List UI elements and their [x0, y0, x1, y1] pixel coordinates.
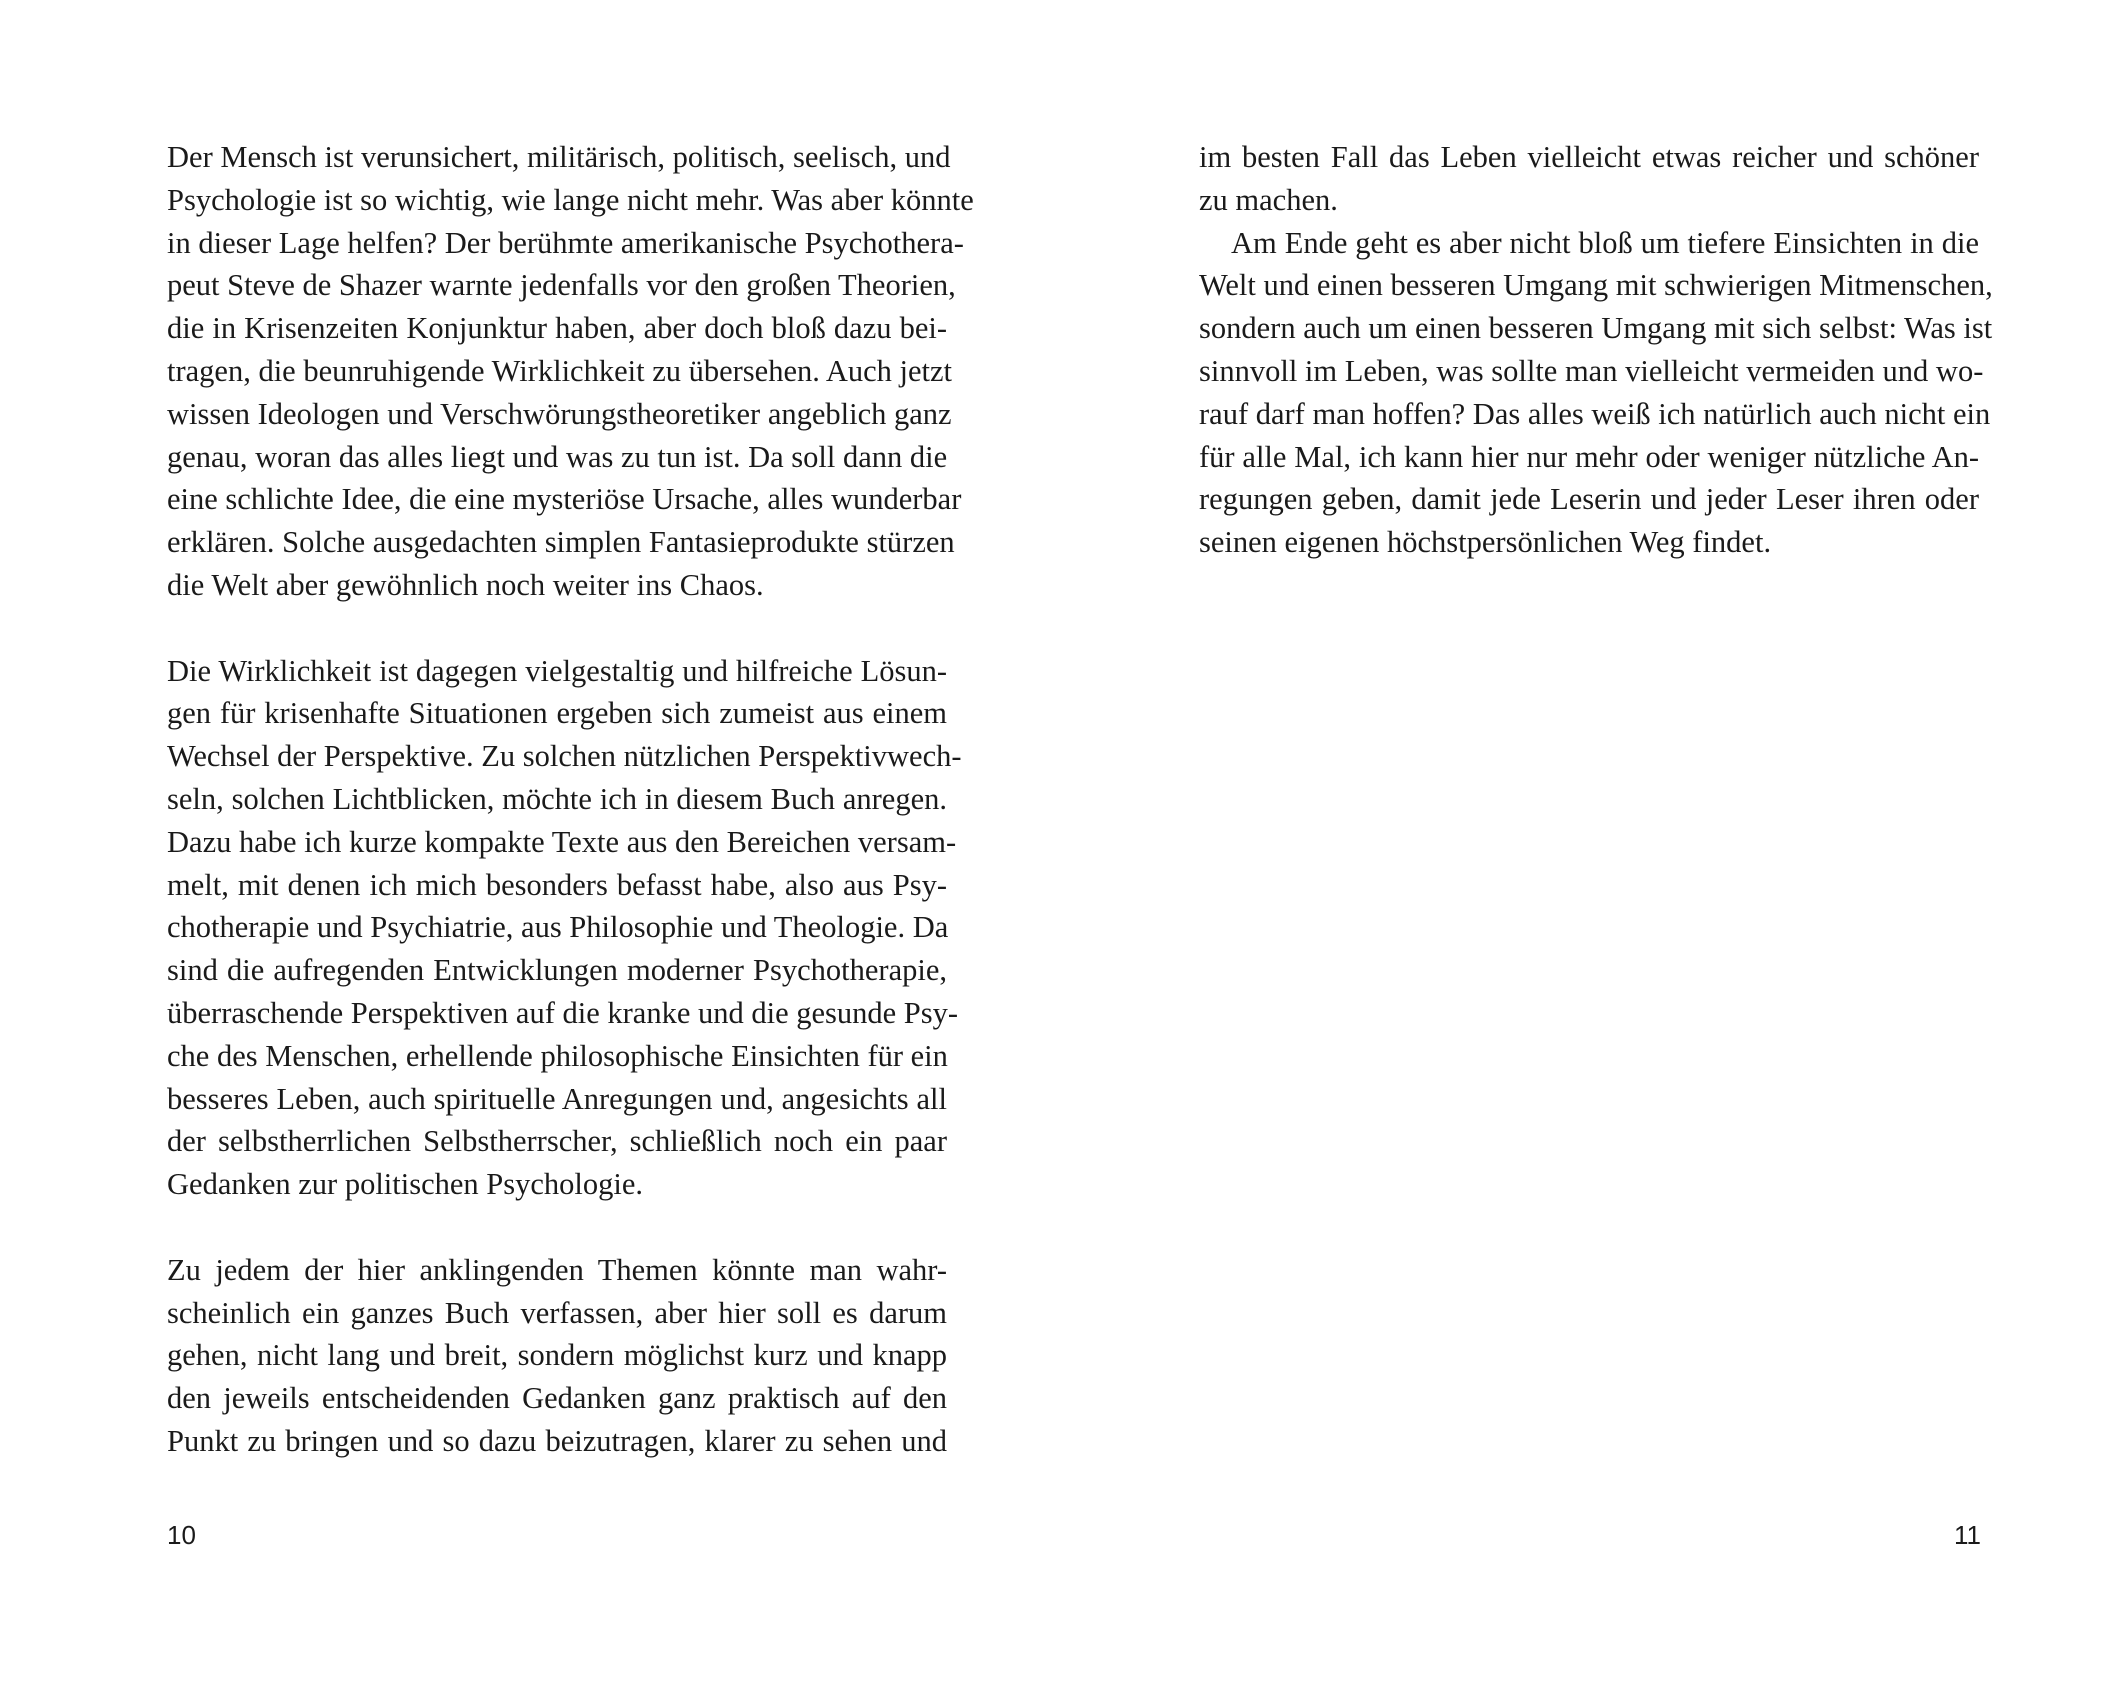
text-line: peut Steve de Shazer warnte jedenfalls vor den großen Theorien, [167, 268, 956, 303]
text-line: scheinlich ein ganzes Buch verfassen, aber hier soll es darum [167, 1295, 947, 1330]
text-line: in dieser Lage helfen? Der berühmte amerikanische Psychothera- [167, 225, 964, 260]
text-line: gehen, nicht lang und breit, sondern möglichst kurz und knapp [167, 1338, 947, 1373]
text-line: rauf darf man hoffen? Das alles weiß ich natürlich auch nicht ein [1199, 396, 1991, 431]
text-line: che des Menschen, erhellende philosophische Einsichten für ein [167, 1038, 948, 1073]
text-line: genau, woran das alles liegt und was zu tun ist. Da soll dann die [167, 439, 948, 474]
text-line: wissen Ideologen und Verschwörungstheoretiker angeblich ganz [167, 396, 952, 431]
text-line: Psychologie ist so wichtig, wie lange nicht mehr. Was aber könnte [167, 182, 974, 217]
text-line: melt, mit denen ich mich besonders befasst habe, also aus Psy- [167, 867, 947, 902]
text-line: sind die aufregenden Entwicklungen moderner Psychotherapie, [167, 953, 947, 988]
text-line: für alle Mal, ich kann hier nur mehr oder weniger nützliche An- [1199, 439, 1979, 474]
text-line: chotherapie und Psychiatrie, aus Philosophie und Theologie. Da [167, 910, 949, 945]
text-line: zu machen. [1199, 182, 1338, 217]
page-number: 10 [167, 1520, 196, 1550]
text-line: Die Wirklichkeit ist dagegen vielgestaltig und hilfreiche Lösun- [167, 653, 947, 688]
text-line: seinen eigenen höchstpersönlichen Weg findet. [1199, 525, 1772, 560]
left-page-body [167, 136, 974, 1463]
text-line: eine schlichte Idee, die eine mysteriöse Ursache, alles wunderbar [167, 482, 962, 517]
right-page-body [1199, 136, 1993, 564]
text-line: die Welt aber gewöhnlich noch weiter ins Chaos. [167, 567, 764, 602]
text-line: regungen geben, damit jede Leserin und jeder Leser ihren oder [1199, 482, 1979, 517]
text-line: Zu jedem der hier anklingenden Themen könnte man wahr- [167, 1252, 947, 1287]
text-line: seln, solchen Lichtblicken, möchte ich in diesem Buch anregen. [167, 781, 947, 816]
text-line: Gedanken zur politischen Psychologie. [167, 1167, 644, 1202]
text-line: Der Mensch ist verunsichert, militärisch, politisch, seelisch, und [167, 140, 951, 174]
text-line: Am Ende geht es aber nicht bloß um tiefere Einsichten in die [1231, 225, 1979, 260]
text-line: Dazu habe ich kurze kompakte Texte aus den Bereichen versam- [167, 824, 957, 859]
text-line: besseres Leben, auch spirituelle Anregungen und, angesichts all [167, 1081, 947, 1116]
paragraph-spacer [167, 1206, 947, 1249]
text-line: gen für krisenhafte Situationen ergeben sich zumeist aus einem [167, 696, 947, 731]
text-line: Welt und einen besseren Umgang mit schwierigen Mitmenschen, [1199, 268, 1993, 303]
page-number: 11 [1954, 1520, 1981, 1550]
text-line: der selbstherrlichen Selbstherrscher, schließlich noch ein paar [167, 1124, 947, 1159]
text-line: Wechsel der Perspektive. Zu solchen nützlichen Perspektivwech- [167, 739, 962, 774]
right-page [1063, 0, 2126, 1693]
paragraph-spacer [167, 607, 947, 650]
text-line: erklären. Solche ausgedachten simplen Fantasieprodukte stürzen [167, 525, 955, 560]
text-line: sondern auch um einen besseren Umgang mit sich selbst: Was ist [1199, 311, 1993, 346]
text-line: überraschende Perspektiven auf die kranke und die gesunde Psy- [167, 995, 959, 1030]
text-line: im besten Fall das Leben vielleicht etwas reicher und schöner [1199, 140, 1979, 174]
text-line: den jeweils entscheidenden Gedanken ganz praktisch auf den [167, 1381, 947, 1416]
text-line: die in Krisenzeiten Konjunktur haben, aber doch bloß dazu bei- [167, 311, 947, 346]
text-line: Punkt zu bringen und so dazu beizutragen, klarer zu sehen und [167, 1423, 947, 1458]
text-line: tragen, die beunruhigende Wirklichkeit zu übersehen. Auch jetzt [167, 353, 953, 388]
text-line: sinnvoll im Leben, was sollte man vielleicht vermeiden und wo- [1199, 353, 1984, 388]
